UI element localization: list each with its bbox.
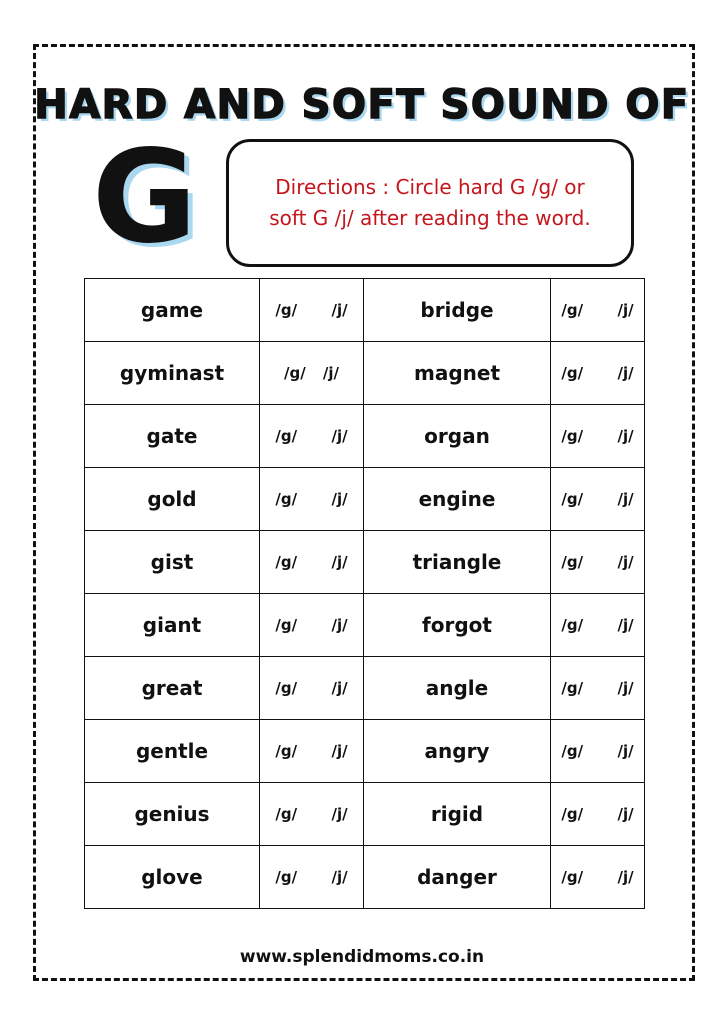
table-row bbox=[85, 279, 645, 342]
sound-options-right[interactable]: /g/ /j/ bbox=[551, 657, 645, 720]
table-row bbox=[85, 468, 645, 531]
word-left: glove bbox=[85, 846, 260, 909]
table-row bbox=[85, 783, 645, 846]
directions-text: Directions : Circle hard G /g/ or soft G /j/ after reading the word. bbox=[269, 175, 591, 230]
table-row bbox=[85, 594, 645, 657]
word-right: danger bbox=[364, 846, 551, 909]
word-left: gold bbox=[85, 468, 260, 531]
word-right: magnet bbox=[364, 342, 551, 405]
word-right: angle bbox=[364, 657, 551, 720]
sound-options-right[interactable]: /g/ /j/ bbox=[551, 594, 645, 657]
sound-options-left[interactable]: /g/ /j/ bbox=[260, 720, 364, 783]
word-left: gentle bbox=[85, 720, 260, 783]
word-right: engine bbox=[364, 468, 551, 531]
sound-options-left[interactable]: /g/ /j/ bbox=[260, 657, 364, 720]
sound-options-left[interactable]: /g/ /j/ bbox=[260, 846, 364, 909]
sound-options-right[interactable]: /g/ /j/ bbox=[551, 846, 645, 909]
sound-options-right[interactable]: /g/ /j/ bbox=[551, 468, 645, 531]
word-left: gyminast bbox=[85, 342, 260, 405]
sound-options-right[interactable]: /g/ /j/ bbox=[551, 342, 645, 405]
word-left: genius bbox=[85, 783, 260, 846]
sound-options-left[interactable]: /g/ /j/ bbox=[260, 405, 364, 468]
word-left: game bbox=[85, 279, 260, 342]
word-left: gate bbox=[85, 405, 260, 468]
table-row bbox=[85, 846, 645, 909]
footer-website: www.splendidmoms.co.in bbox=[239, 947, 485, 967]
sound-options-left[interactable]: /g/ /j/ bbox=[260, 342, 364, 405]
word-right: bridge bbox=[364, 279, 551, 342]
sound-options-left[interactable]: /g/ /j/ bbox=[260, 783, 364, 846]
word-left: giant bbox=[85, 594, 260, 657]
word-left: great bbox=[85, 657, 260, 720]
sound-options-right[interactable]: /g/ /j/ bbox=[551, 720, 645, 783]
word-left: gist bbox=[85, 531, 260, 594]
word-right: triangle bbox=[364, 531, 551, 594]
word-table bbox=[84, 278, 645, 909]
table-row bbox=[85, 657, 645, 720]
word-right: organ bbox=[364, 405, 551, 468]
sound-options-right[interactable]: /g/ /j/ bbox=[551, 783, 645, 846]
page-title: HARD AND SOFT SOUND OF bbox=[34, 82, 690, 128]
sound-options-left[interactable]: /g/ /j/ bbox=[260, 594, 364, 657]
word-right: rigid bbox=[364, 783, 551, 846]
sound-options-left[interactable]: /g/ /j/ bbox=[260, 531, 364, 594]
sound-options-left[interactable]: /g/ /j/ bbox=[260, 279, 364, 342]
sound-options-right[interactable]: /g/ /j/ bbox=[551, 405, 645, 468]
big-letter-g: G bbox=[92, 123, 198, 272]
table-row bbox=[85, 531, 645, 594]
word-table-body bbox=[85, 279, 645, 909]
table-row bbox=[85, 720, 645, 783]
table-row bbox=[85, 342, 645, 405]
word-right: angry bbox=[364, 720, 551, 783]
sound-options-left[interactable]: /g/ /j/ bbox=[260, 468, 364, 531]
sound-options-right[interactable]: /g/ /j/ bbox=[551, 279, 645, 342]
directions-box bbox=[226, 139, 634, 267]
sound-options-right[interactable]: /g/ /j/ bbox=[551, 531, 645, 594]
word-right: forgot bbox=[364, 594, 551, 657]
table-row bbox=[85, 405, 645, 468]
